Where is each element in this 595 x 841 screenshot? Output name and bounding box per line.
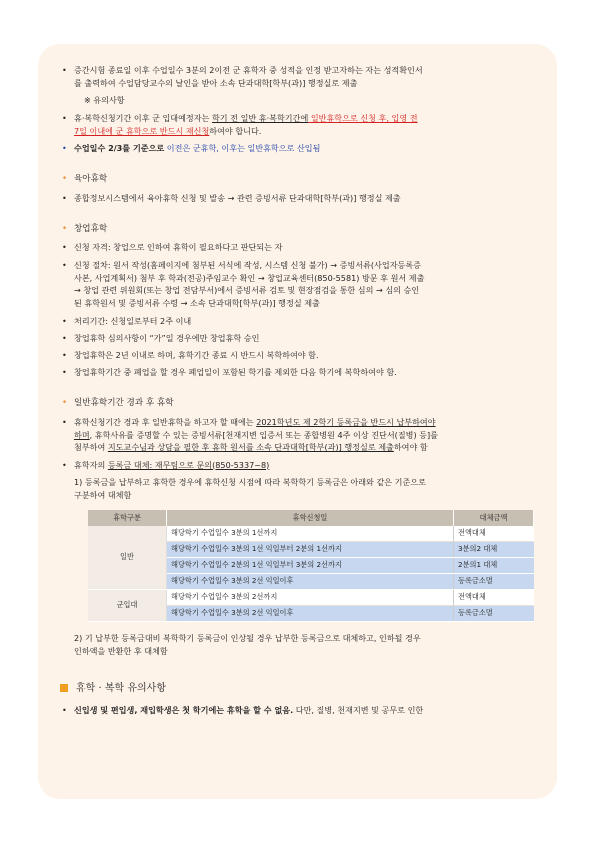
tuition-table	[88, 510, 534, 622]
table-cell-amount: 3분의2 대체	[454, 541, 534, 557]
bullet-startup-period: • 처리기간: 신청일로부터 2주 이내	[60, 315, 540, 328]
table-header: 휴학신청일	[167, 510, 454, 526]
section-title-parental: • 육아휴학	[60, 173, 540, 187]
section-title-general: • 일반휴학기간 경과 후 휴학	[60, 397, 540, 411]
table-category-military: 군입대	[88, 589, 167, 621]
table-cell-amount: 전액대체	[454, 526, 534, 542]
bullet-general-late: • 휴학신청기간 경과 후 일반휴학을 하고자 할 때에는 2021학년도 제 2학기 등록금을 반드시 납부하여야 하며, 휴학사유를 증명할 수 있는 증빙서류[천재지변 입증서 또는 종합병원 4주 이상 진단서(질병) 등]를 첨부하여 지도교수님과 상담을 필한 후 휴학 원서를 소속 단과대학[학부(과)] 행정실로 제출하여야 함	[60, 416, 540, 455]
bullet-tuition-replace: • 휴학자의 등록금 대체: 재무팀으로 문의(850-5337~8)	[60, 459, 540, 472]
table-cell-amount: 등록금소멸	[454, 605, 534, 621]
bullet-startup-eligibility: • 신청 자격: 창업으로 인하여 휴학이 필요하다고 판단되는 자	[60, 241, 540, 254]
document-content	[60, 64, 540, 722]
bullet-attendance-basis: • 수업일수 2/3를 기준으로 이전은 군휴학, 이후는 일반휴학으로 산입됨	[60, 142, 540, 155]
bullet-caution-first-term: • 신입생 및 편입생, 재입학생은 첫 학기에는 휴학을 할 수 없음. 다만, 질병, 천재지변 및 공무로 인한	[60, 704, 540, 717]
bullet-startup-procedure: • 신청 절차: 원서 작성(홈페이지에 첨부된 서식에 작성, 시스템 신청 불가) → 증빙서류(사업자등록증 사본, 사업계획서) 첨부 후 학과(전공)주임교수 확인 → 창업교육센터(850-5581) 방문 후 원서 제출 → 창업 관련 위원회(또는 창업 전담부서)에서 증빙서류 검토 및 현장점검을 통한 심의 → 심의 승인 된 휴학원서 및 증빙서류 수령 → 소속 단과대학[학부(과)] 행정실 제출	[60, 259, 540, 311]
table-cell-period: 해당학기 수업일수 2분의 1선 익일부터 3분의 2선까지	[167, 557, 454, 573]
bullet-parental-procedure: • 종합정보시스템에서 육아휴학 신청 및 발송 → 관련 증빙서류 단과대학[학부(과)] 행정실 제출	[60, 192, 540, 205]
table-cell-amount: 등록금소멸	[454, 573, 534, 589]
section-title-caution: 휴학 · 복학 유의사항	[60, 681, 540, 697]
table-header: 휴학구분	[88, 510, 167, 526]
table-header: 대체금액	[454, 510, 534, 526]
table-cell-period: 해당학기 수업일수 3분의 2선까지	[167, 589, 454, 605]
table-row	[88, 589, 534, 605]
note-caution: ※ 유의사항	[84, 95, 125, 106]
table-cell-amount: 전액대체	[454, 589, 534, 605]
para-tuition-rule-1: 1) 등록금을 납부하고 휴학한 경우에 휴학신청 시점에 따라 복학학기 등록금은 아래와 같은 기준으로 구분하여 대체함	[74, 476, 426, 500]
bullet-startup-duration: • 창업휴학은 2년 이내로 하며, 휴학기간 종료 시 반드시 복학하여야 함.	[60, 349, 540, 362]
bullet-startup-closure: • 창업휴학기간 중 폐업을 할 경우 폐업일이 포함된 학기를 제외한 다음 학기에 복학하여야 함.	[60, 366, 540, 379]
bullet-military-enlist: • 휴·복학신청기간 이후 군 입대예정자는 학기 전 일반 휴·복학기간에 일반휴학으로 신청 후, 입영 전 7일 이내에 군 휴학으로 반드시 재신청하여야 합니다.	[60, 112, 540, 138]
section-title-startup: • 창업휴학	[60, 223, 540, 237]
table-row	[88, 526, 534, 542]
table-cell-period: 해당학기 수업일수 3분의 1선까지	[167, 526, 454, 542]
bullet-military-grade: • 증간시험 종료일 이후 수업일수 3분의 2이전 군 휴학자 중 성적을 인정 받고자하는 자는 성적확인서 를 출력하여 수업담당교수의 날인을 받아 소속 단과대학[학부(과)] 행정실로 제출	[60, 64, 540, 90]
table-cell-amount: 2분의1 대체	[454, 557, 534, 573]
table-header-row	[88, 510, 534, 526]
table-cell-period: 해당학기 수업일수 3분의 2선 익일이후	[167, 573, 454, 589]
bullet-startup-approval: • 창업휴학 심의사항이 “가”일 경우에만 창업휴학 승인	[60, 332, 540, 345]
table-category-general: 일반	[88, 526, 167, 590]
table-cell-period: 해당학기 수업일수 3분의 1선 익일부터 2분의 1선까지	[167, 541, 454, 557]
table-cell-period: 해당학기 수업일수 3분의 2선 익일이후	[167, 605, 454, 621]
para-tuition-rule-2: 2) 기 납부한 등록금대비 복학학기 등록금이 인상될 경우 납부한 등록금으로 대체하고, 인하될 경우 인하액을 반환한 후 대체함	[74, 632, 421, 656]
